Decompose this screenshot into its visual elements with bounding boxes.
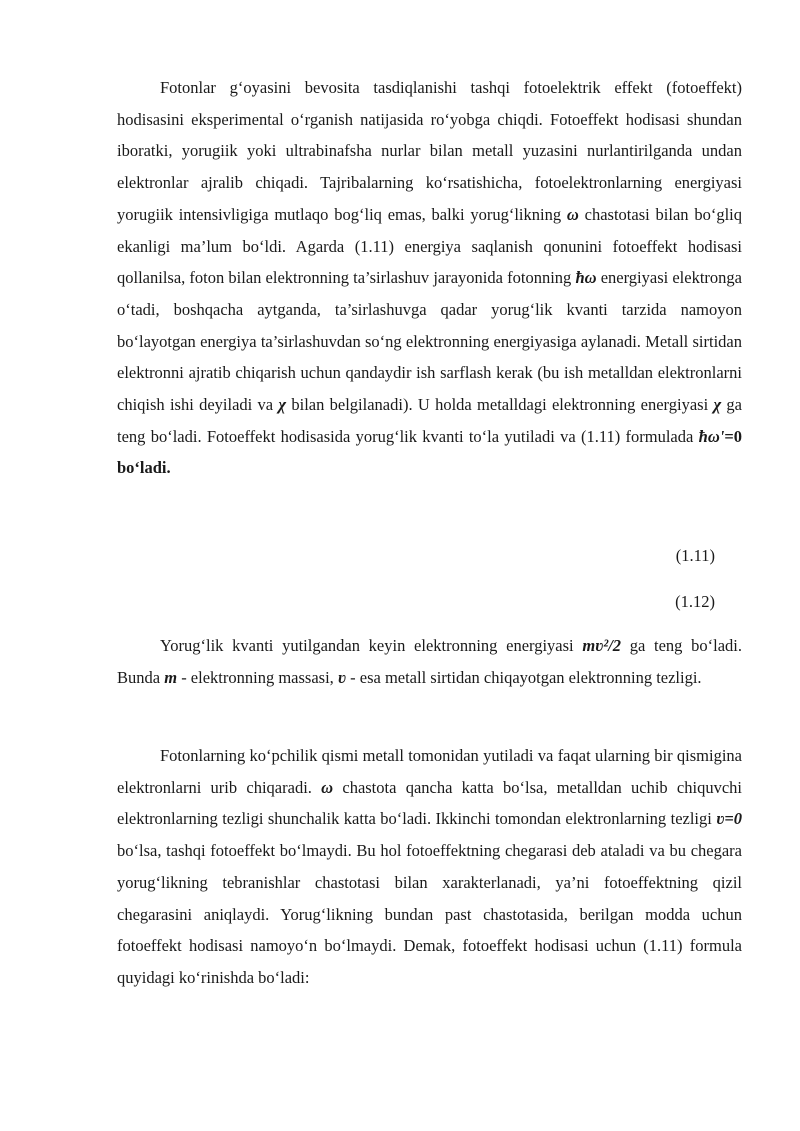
hbar-omega-symbol: ħω	[575, 268, 597, 288]
paragraph-photoeffect-intro	[117, 72, 742, 484]
equation-number-1-12: (1.12)	[675, 592, 715, 611]
kinetic-energy-formula: mʋ²/2	[582, 636, 622, 655]
chi-symbol: χ	[713, 395, 722, 415]
text-run: Fotonlarning ko‘pchilik qismi metall tomonidan yutiladi va faqat ularning bir qismigina elektronlarni urib chiqaradi.	[117, 746, 742, 797]
text-run: =0 bo‘ladi.	[117, 426, 742, 478]
text-run: energiyasi elektronga o‘tadi, boshqacha aytganda, ta’sirlashuvga qadar yorug‘lik kvanti tarzida namoyon bo‘layotgan energiya ta’sirlashuvdan so‘ng elektronning energiyasiga aylanadi. Metall sirtidan elektronni ajratib chiqarish uchun qandaydir ish sarflash kerak (bu ish metalldan elektronlarni chiqish ishi deyiladi va	[117, 268, 742, 415]
hbar-omega-prime-symbol: ħω'	[698, 426, 725, 446]
omega-symbol: ω	[566, 204, 579, 224]
text-run: bo‘lsa, tashqi fotoeffekt bo‘lmaydi. Bu hol fotoeffektning chegarasi deb ataladi va bu chegara yorug‘likning tebranishlar chastotasi bilan xarakterlanadi, ya’ni fotoeffektning qizil chegarasini aniqlaydi. Yorug‘likning bundan past chastotasida, berilgan modda uchun fotoeffekt hodisasi namoyo‘n bo‘lmaydi. Demak, fotoeffekt hodisasi uchun (1.11) formula quyidagi ko‘rinishda bo‘ladi:	[117, 841, 742, 987]
text-run: - elektronning massasi,	[177, 667, 338, 687]
chi-symbol: χ	[278, 395, 287, 415]
text-run: bilan belgilanadi). U holda metalldagi elektronning energiyasi	[286, 395, 714, 415]
text-run: Yorug‘lik kvanti yutilgandan keyin elektronning energiyasi	[160, 636, 583, 655]
text-run: chastotasi bilan bo‘gliq ekanligi ma’lum bo‘ldi. Agarda (1.11) energiya saqlanish qonunini fotoeffekt hodisasi qollanilsa, foton bilan elektronning ta’sirlashuv jarayonida fotonning	[117, 204, 742, 288]
text-run: Fotonlar g‘oyasini bevosita tasdiqlanishi tashqi fotoelektrik effekt (fotoeffekt) hodisasini eksperimental o‘rganish natijasida ro‘yobga chiqdi. Fotoeffekt hodisasi shundan iboratki, yorugiik yoki ultrabinafsha nurlar bilan metall yuzasini nurlantirilganda undan elektronlar ajralib chiqadi. Tajribalarning ko‘rsatishicha, fotoelektronlarning energiyasi yorugiik intensivligiga mutlaqo bog‘liq emas, balki yorug‘likning	[117, 78, 742, 224]
paragraph-electron-energy	[117, 630, 742, 693]
text-run: ga teng bo‘ladi. Bunda	[117, 636, 742, 687]
text-run: ga teng bo‘ladi. Fotoeffekt hodisasida yorug‘lik kvanti to‘la yutiladi va (1.11) formulada	[117, 395, 742, 446]
omega-symbol: ω	[321, 777, 334, 797]
paragraph-red-limit	[117, 740, 742, 994]
text-run: chastota qancha katta bo‘lsa, metalldan uchib chiquvchi elektronlarning tezligi shunchalik katta bo‘ladi. Ikkinchi tomondan elektronlarning tezligi	[117, 777, 742, 829]
velocity-symbol: ʋ	[337, 667, 346, 687]
velocity-zero-formula: ʋ=0	[716, 809, 742, 829]
equation-number-1-11: (1.11)	[675, 546, 715, 565]
text-run: - esa metall sirtidan chiqayotgan elektronning tezligi.	[346, 667, 702, 687]
mass-symbol: m	[164, 667, 178, 687]
